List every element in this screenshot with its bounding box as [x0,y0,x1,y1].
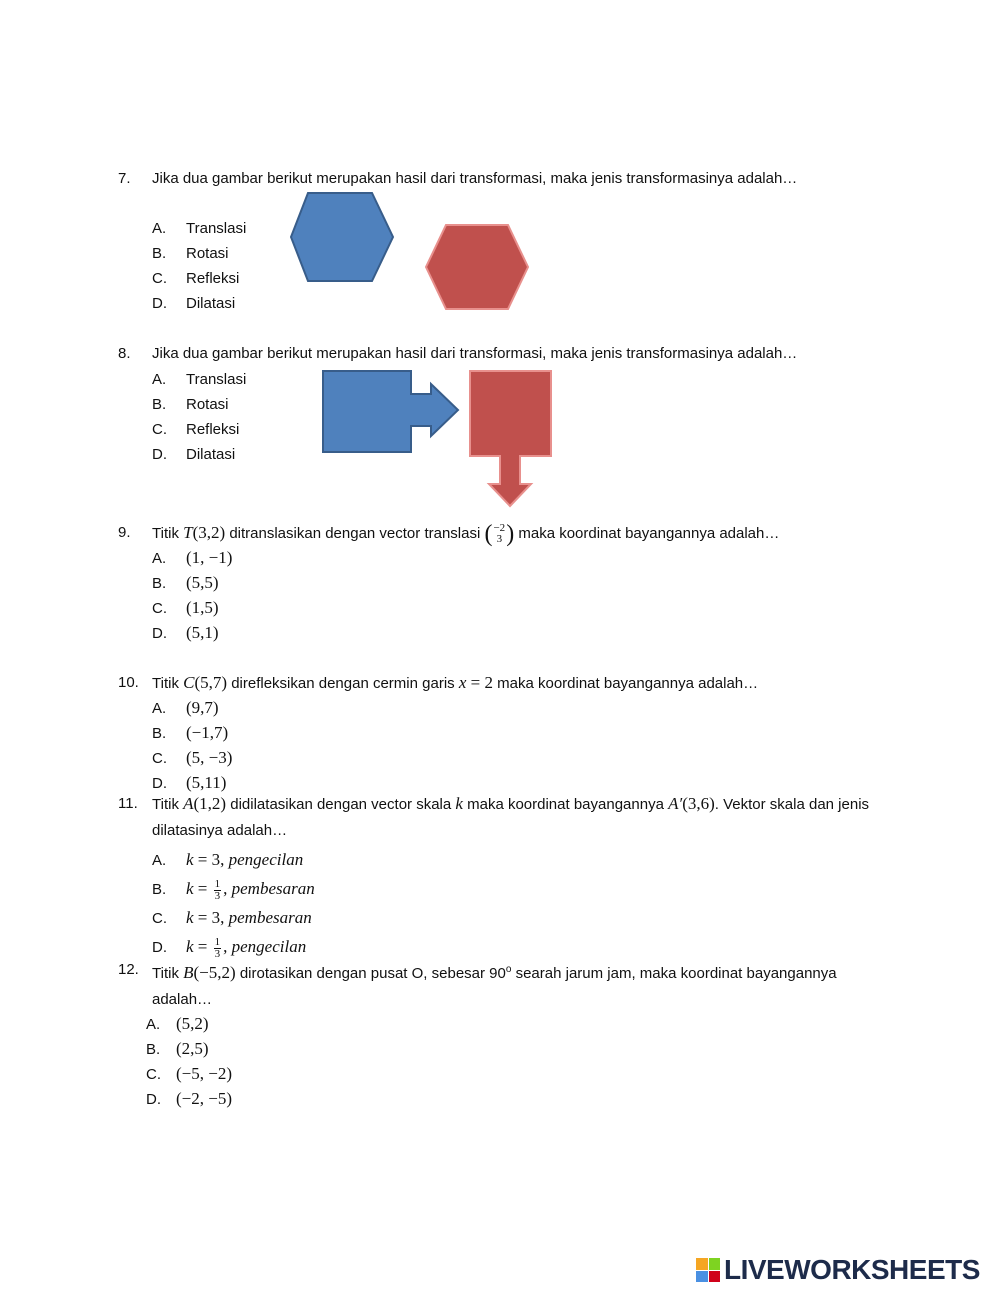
option-text: Refleksi [186,421,240,438]
option-text: (5,1) [186,623,219,642]
option-letter: C. [152,750,167,767]
option-letter: C. [152,910,167,927]
line-variable: x [458,673,467,692]
image-point-label: A′ [668,794,683,813]
blue-hexagon [291,193,393,281]
red-down-arrow-shape [470,371,551,506]
separator: , [223,937,232,956]
question-number: 12. [118,961,139,978]
q8-arrow-shapes-figure [318,368,563,510]
question-number: 9. [118,524,131,541]
numerator: 1 [214,877,221,890]
question-number: 11. [118,795,138,812]
text-fragment: searah jarum jam, maka koordinat bayangannya adalah… [152,965,837,1008]
question-text [152,791,888,844]
option-letter: A. [152,371,167,388]
option-a[interactable] [146,1011,888,1036]
dilation-kind: pembesaran [231,879,315,898]
option-letter: B. [152,725,167,742]
option-text: Translasi [186,371,247,388]
text-fragment: didilatasikan dengan vector skala [226,796,456,813]
liveworksheets-logo [696,1254,980,1286]
logo-mark-icon [696,1258,720,1282]
option-text: (1, −1) [186,548,233,567]
option-letter: A. [152,852,167,869]
option-letter: D. [152,939,167,956]
option-b[interactable] [152,720,888,745]
k-variable: k [186,937,194,956]
question-10 [118,670,888,795]
text-fragment: Titik [152,796,184,813]
option-letter: D. [146,1091,161,1108]
option-text: Rotasi [186,396,229,413]
text-fragment: direfleksikan dengan cermin garis [227,675,459,692]
text-fragment: ditranslasikan dengan vector translasi [225,525,485,542]
point-coords: (−5,2) [193,963,236,982]
option-letter: A. [152,700,167,717]
question-number: 7. [118,170,131,187]
question-12 [118,957,888,1111]
question-number: 10. [118,674,139,691]
option-text: (9,7) [186,698,219,717]
option-list [152,545,888,645]
option-a[interactable] [152,545,888,570]
option-b[interactable] [152,570,888,595]
option-text: (5,5) [186,573,219,592]
denominator: 3 [214,947,221,960]
question-number: 8. [118,345,131,362]
question-text [152,520,888,547]
option-text: Translasi [186,220,247,237]
logo-mark-e [709,1271,721,1283]
option-text: (1,5) [186,598,219,617]
option-d[interactable] [146,1086,888,1111]
point-coords: (3,2) [192,523,226,542]
dilation-kind: pengecilan [231,937,307,956]
point-label: C [183,673,195,692]
option-text: Rotasi [186,245,229,262]
q7-hexagons-figure [288,190,533,315]
translation-vector: ( −2 3 ) [484,521,515,548]
logo-mark-l [696,1258,708,1270]
point-coords: (5,7) [194,673,228,692]
equation: = [193,879,212,898]
option-text: (5, −3) [186,748,233,767]
equation: = [193,937,212,956]
text-fragment: Titik [152,525,184,542]
option-letter: C. [152,270,167,287]
question-9 [118,520,888,645]
option-text: (−1,7) [186,723,229,742]
line-equation: = 2 [466,673,493,692]
equation: = 3, [193,850,229,869]
option-b[interactable] [152,874,888,904]
option-letter: D. [152,446,167,463]
separator: , [223,879,232,898]
option-text: (−5, −2) [176,1064,232,1083]
option-c[interactable] [146,1061,888,1086]
k-variable: k [186,908,194,927]
option-letter: D. [152,625,167,642]
logo-mark-v [696,1271,708,1283]
k-variable: k [186,850,194,869]
option-text: Dilatasi [186,295,236,312]
option-text: (−2, −5) [176,1089,232,1108]
red-hexagon [426,225,528,309]
text-fragment: Titik [152,965,184,982]
vector-bottom: 3 [496,533,503,546]
option-letter: A. [152,550,167,567]
option-letter: A. [152,220,167,237]
text-fragment: maka koordinat bayangannya adalah… [514,525,780,542]
logo-mark-i [709,1258,721,1270]
option-list [152,846,888,962]
dilation-kind: pembesaran [228,908,312,927]
option-a[interactable] [152,695,888,720]
blue-right-arrow-shape [323,371,458,452]
point-coords: (1,2) [193,794,227,813]
option-letter: B. [152,396,167,413]
option-letter: B. [146,1041,161,1058]
option-letter: A. [146,1016,161,1033]
option-text: (5,2) [176,1014,209,1033]
image-point-coords: (3,6) [682,794,715,813]
dilation-kind: pengecilan [228,850,304,869]
text-fragment: maka koordinat bayangannya adalah… [492,675,759,692]
text-fragment: Titik [152,675,184,692]
option-c[interactable] [152,745,888,770]
option-letter: C. [152,421,167,438]
point-label: A [183,794,194,813]
option-a[interactable] [152,846,888,874]
fraction [214,879,222,902]
option-list [152,695,888,795]
text-fragment: dirotasikan dengan pusat O, sebesar 90 [235,965,506,982]
text-fragment: . Vektor skala dan jenis dilatasinya adalah… [152,796,870,839]
degree-mark: o [505,964,512,975]
option-letter: B. [152,575,167,592]
point-label: T [183,523,193,542]
point-label: B [183,963,194,982]
logo-text: LIVEWORKSHEETS [724,1254,980,1285]
option-c[interactable] [152,595,888,620]
option-d[interactable] [152,620,888,645]
option-b[interactable] [146,1036,888,1061]
vector-top: −2 [493,522,506,535]
text-fragment: maka koordinat bayangannya [462,796,669,813]
option-list [146,1011,888,1111]
option-letter: D. [152,295,167,312]
denominator: 3 [214,889,221,902]
question-text [152,957,888,1013]
numerator: 1 [214,935,221,948]
question-text: Jika dua gambar berikut merupakan hasil dari transformasi, maka jenis transformasinya adalah… [152,170,798,187]
question-text: Jika dua gambar berikut merupakan hasil dari transformasi, maka jenis transformasinya adalah… [152,345,798,362]
option-letter: B. [152,881,167,898]
option-text: (2,5) [176,1039,209,1058]
option-letter: B. [152,245,167,262]
question-text [152,670,888,697]
option-text: Refleksi [186,270,240,287]
option-letter: D. [152,775,167,792]
question-11 [118,791,888,962]
scale-variable: k [455,794,463,813]
option-letter: C. [146,1066,161,1083]
option-letter: C. [152,600,167,617]
equation: = 3, [193,908,229,927]
option-c[interactable] [152,904,888,932]
option-text: (5,11) [186,773,227,792]
option-text: Dilatasi [186,446,236,463]
k-variable: k [186,879,194,898]
